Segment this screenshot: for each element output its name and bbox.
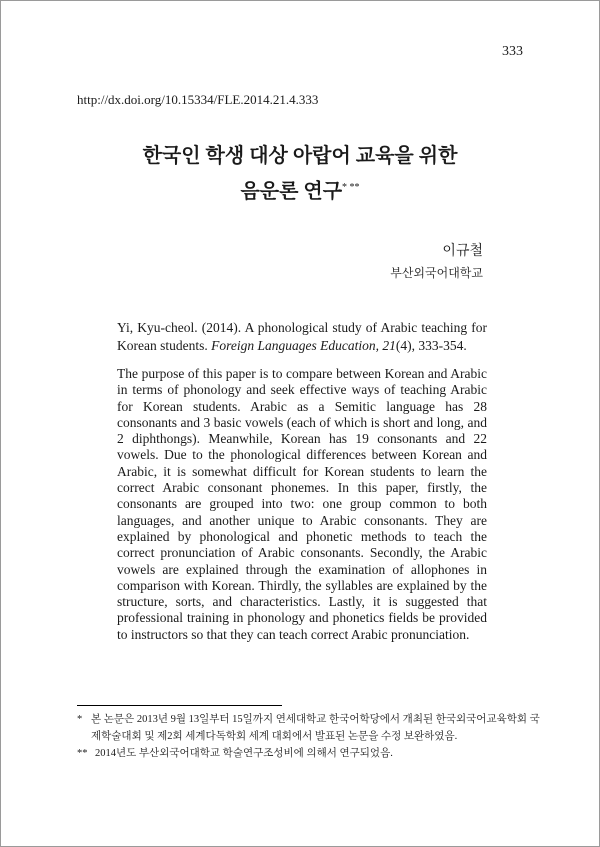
page-number: 333 xyxy=(502,44,523,59)
doi-link[interactable]: http://dx.doi.org/10.15334/FLE.2014.21.4.333 xyxy=(77,92,319,107)
citation xyxy=(117,319,487,354)
paper-title xyxy=(0,141,600,208)
author-affiliation: 부산외국어대학교 xyxy=(390,266,483,280)
footnote-2-mark: ** xyxy=(77,748,88,759)
footnote-2 xyxy=(77,745,547,762)
footnote-1-mark: * xyxy=(77,714,83,725)
footnote-divider xyxy=(77,705,282,706)
footnote-1-text: 본 논문은 2013년 9월 13일부터 15일까지 연세대학교 한국어학당에서 개최된 한국외국어교육학회 국제학술대회 및 제2회 세계다독학회 세계 대회에서 발표된 논문을 수정 보완하였음. xyxy=(91,714,540,742)
footnotes xyxy=(77,711,547,762)
title-line-2 xyxy=(0,172,600,208)
title-line-2-text: 음운론 연구 xyxy=(240,180,343,203)
footnote-2-text: 2014년도 부산외국어대학교 학술연구조성비에 의해서 연구되었음. xyxy=(95,748,393,759)
citation-journal: Foreign Languages Education, 21 xyxy=(211,337,396,353)
citation-issue-pages: (4), 333-354. xyxy=(395,337,467,353)
title-line-1: 한국인 학생 대상 아랍어 교육을 위한 xyxy=(142,145,458,167)
footnote-1 xyxy=(77,711,547,745)
author-name: 이규철 xyxy=(442,244,483,259)
abstract: The purpose of this paper is to compare between Korean and Arabic in terms of phonology and seek effective ways of teaching Arabic for Korean students. Arabic as a Semitic language has 28 consonants and 3 basic vowels (each of which is short and long, and 2 diphthongs). Meanwhile, Korean has 19 consonants and 22 vowels. Due to the phonological differences between Korean and Arabic, it is somewhat difficult for Korean students to learn the correct Arabic consonant phonemes. In this paper, firstly, the consonants are grouped into two: one group common to both languages, and another unique to Arabic consonants. They are explained by phonological and phonetic methods to teach the correct pronunciation of Arabic consonants. Secondly, the Arabic vowels are explained through the examination of allophones in comparison with Korean. Thirdly, the syllables are explained by the structure, sorts, and characteristics. Lastly, it is suggested that professional training in phonology and phonetics fields be provided to instructors so that they can teach correct Arabic pronunciation. xyxy=(117,366,487,642)
author-block xyxy=(390,241,483,283)
title-footnote-marks: * ** xyxy=(342,182,360,193)
citation-prefix: Yi, Kyu-cheol. (2014). A phonological study of Arabic teaching for Korean students. xyxy=(117,320,487,353)
